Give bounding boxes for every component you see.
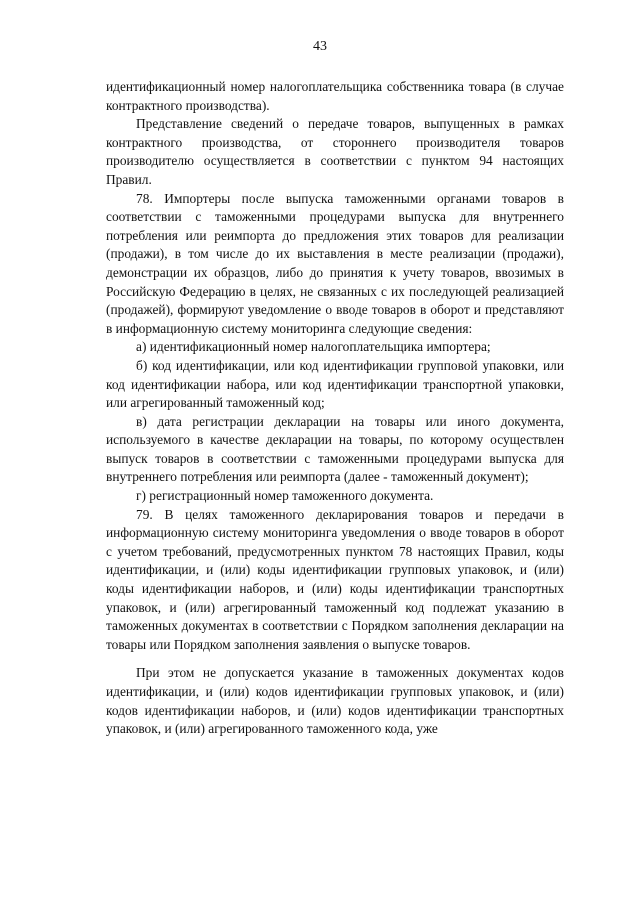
page-number: 43: [313, 39, 327, 54]
paragraph: идентификационный номер налогоплательщика собственника товара (в случае контрактного производства).: [106, 79, 564, 113]
paragraph: 78. Импортеры после выпуска таможенными органами товаров в соответствии с таможенными процедурами выпуска для внутреннего потребления или реимпорта до предложения этих товаров для реализации (продажи), в том числе до их выставления в месте реализации (продажи), демонстрации их образцов, либо до принятия к учету товаров, ввозимых в Российскую Федерацию в целях, не связанных с их последующей реализацией (продажей), формируют уведомление о вводе товаров в оборот и представляют в информационную систему мониторинга следующие сведения:: [106, 190, 564, 336]
paragraph: а) идентификационный номер налогоплательщика импортера;: [136, 339, 491, 355]
paragraph: 79. В целях таможенного декларирования товаров и передачи в информационную систему мониторинга уведомления о вводе товаров в оборот с учетом требований, предусмотренных пунктом 78 настоящих Правил, коды идентификации, и (или) коды идентификации групповых упаковок, и (или) коды идентификации наборов, и (или) коды идентификации транспортных упаковок, и (или) агрегированный таможенный код подлежат указанию в таможенных документах в соответствии с Порядком заполнения декларации на товары или Порядком заполнения заявления о выпуске товаров.: [106, 506, 564, 652]
paragraph: б) код идентификации, или код идентификации групповой упаковки, или код идентификации набора, или код идентификации транспортной упаковки, или агрегированный таможенный код;: [106, 357, 564, 411]
paragraph: Представление сведений о передаче товаров, выпущенных в рамках контрактного производства, от стороннего производителя товаров производителю осуществляется в соответствии с пунктом 94 настоящих Правил.: [106, 116, 564, 187]
document-body: [106, 78, 564, 739]
paragraph: При этом не допускается указание в таможенных документах кодов идентификации, и (или) кодов идентификации групповых упаковок, и (или) кодов идентификации наборов, и (или) кодов идентификации транспортных упаковок, и (или) агрегированного таможенного кода, уже: [106, 665, 564, 737]
paragraph: в) дата регистрации декларации на товары или иного документа, используемого в качестве декларации на товары, по которому осуществлен выпуск товаров в соответствии с таможенными процедурами выпуска для внутреннего потребления или реимпорта (далее - таможенный документ);: [106, 413, 564, 485]
paragraph: г) регистрационный номер таможенного документа.: [136, 488, 434, 504]
